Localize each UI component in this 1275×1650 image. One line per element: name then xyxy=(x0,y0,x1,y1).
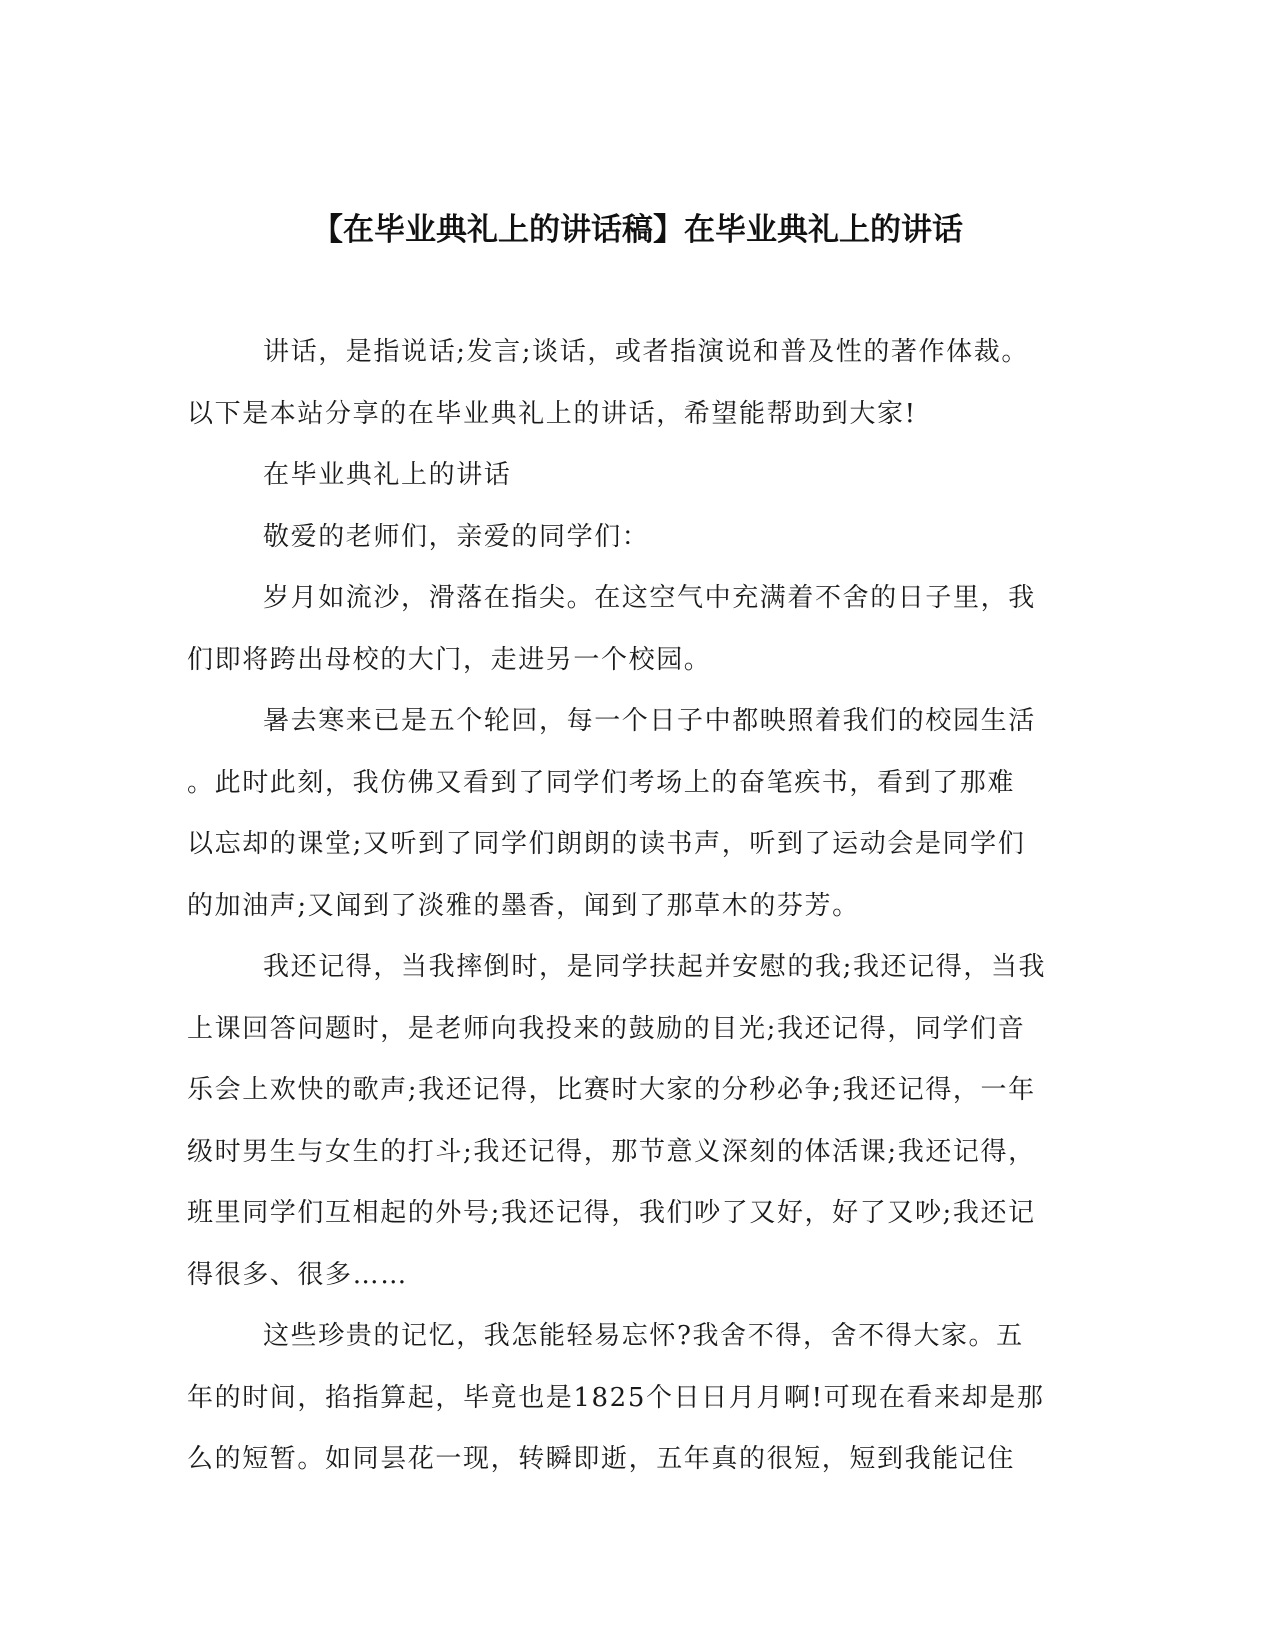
body-line: 。此时此刻，我仿佛又看到了同学们考场上的奋笔疾书，看到了那难 xyxy=(187,767,1016,798)
body-line: 暑去寒来已是五个轮回，每一个日子中都映照着我们的校园生活 xyxy=(263,706,1036,736)
body-line: 级时男生与女生的打斗;我还记得，那节意义深刻的体活课;我还记得， xyxy=(187,1136,1036,1167)
body-line: 岁月如流沙，滑落在指尖。在这空气中充满着不舍的日子里，我 xyxy=(263,583,1036,613)
body-line: 这些珍贵的记忆，我怎能轻易忘怀?我舍不得，舍不得大家。五 xyxy=(263,1321,1024,1351)
body-line: 么的短暂。如同昙花一现，转瞬即逝，五年真的很短，短到我能记住 xyxy=(187,1444,1016,1474)
body-line: 上课回答问题时，是老师向我投来的鼓励的目光;我还记得，同学们音 xyxy=(187,1013,1026,1044)
body-line: 以下是本站分享的在毕业典礼上的讲话，希望能帮助到大家! xyxy=(187,398,917,429)
document-body xyxy=(187,322,1067,1491)
body-line: 讲话，是指说话;发言;谈话，或者指演说和普及性的著作体裁。 xyxy=(263,337,1029,367)
body-line: 们即将跨出母校的大门，走进另一个校园。 xyxy=(187,644,712,675)
body-line: 我还记得，当我摔倒时，是同学扶起并安慰的我;我还记得，当我 xyxy=(263,952,1047,982)
body-line: 乐会上欢快的歌声;我还记得，比赛时大家的分秒必争;我还记得，一年 xyxy=(187,1075,1036,1105)
body-line: 班里同学们互相起的外号;我还记得，我们吵了又好，好了又吵;我还记 xyxy=(187,1198,1036,1228)
body-line: 以忘却的课堂;又听到了同学们朗朗的读书声，听到了运动会是同学们 xyxy=(187,829,1026,859)
document-title: 【在毕业典礼上的讲话稿】在毕业典礼上的讲话 xyxy=(312,212,963,248)
body-line: 敬爱的老师们，亲爱的同学们： xyxy=(263,521,650,552)
body-line: 在毕业典礼上的讲话 xyxy=(263,460,512,490)
body-line: 得很多、很多…… xyxy=(187,1259,408,1290)
body-line: 的加油声;又闻到了淡雅的墨香，闻到了那草木的芬芳。 xyxy=(187,890,860,921)
body-line: 年的时间，掐指算起，毕竟也是1825个日日月月啊!可现在看来却是那 xyxy=(187,1382,1045,1413)
